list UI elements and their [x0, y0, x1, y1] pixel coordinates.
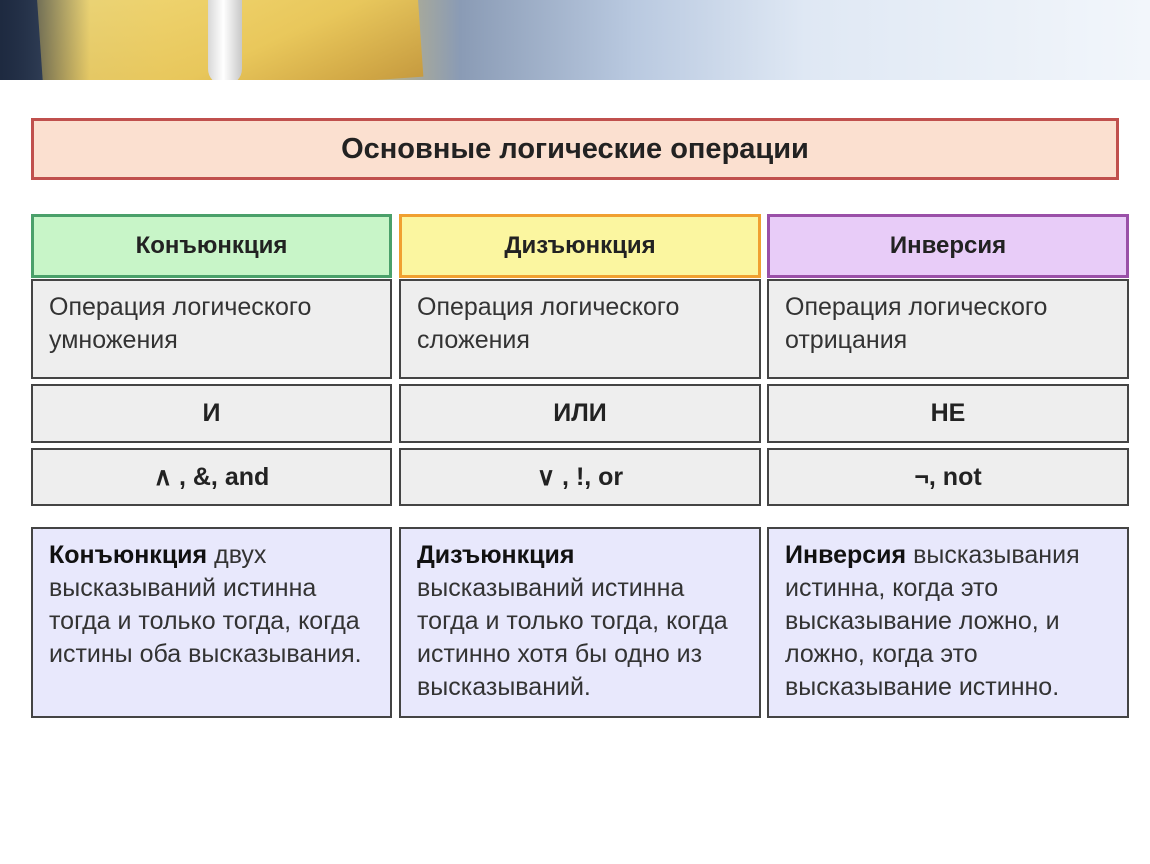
symbols-inversion: ¬, not	[767, 448, 1129, 506]
description-inversion: Операция логического отрицания	[767, 279, 1129, 379]
definition-text: высказывания истинна, когда это высказывание ложно, и ложно, когда это высказывание истинно.	[785, 541, 1080, 701]
definition-term: Дизъюнкция	[417, 541, 575, 569]
word-disjunction: ИЛИ	[399, 384, 761, 443]
page-title: Основные логические операции	[31, 118, 1119, 180]
pen-image	[208, 0, 242, 80]
word-conjunction: И	[31, 384, 392, 443]
word-inversion: НЕ	[767, 384, 1129, 443]
symbols-conjunction: ∧ , &, and	[31, 448, 392, 506]
description-conjunction: Операция логического умножения	[31, 279, 392, 379]
header-conjunction: Конъюнкция	[31, 214, 392, 278]
definition-text: высказываний истинна тогда и только тогда, когда истинно хотя бы одно из высказываний.	[417, 574, 728, 701]
definition-inversion	[767, 527, 1129, 718]
definition-term: Инверсия	[785, 541, 907, 569]
banner-shadow	[0, 0, 90, 80]
header-banner-image	[0, 0, 1150, 80]
description-disjunction: Операция логического сложения	[399, 279, 761, 379]
header-inversion: Инверсия	[767, 214, 1129, 278]
definition-conjunction	[31, 527, 392, 718]
header-disjunction: Дизъюнкция	[399, 214, 761, 278]
definition-text: двух высказываний истинна тогда и только тогда, когда истины оба высказывания.	[49, 541, 362, 668]
symbols-disjunction: ∨ , !, or	[399, 448, 761, 506]
definition-disjunction	[399, 527, 761, 718]
definition-term: Конъюнкция	[49, 541, 208, 569]
